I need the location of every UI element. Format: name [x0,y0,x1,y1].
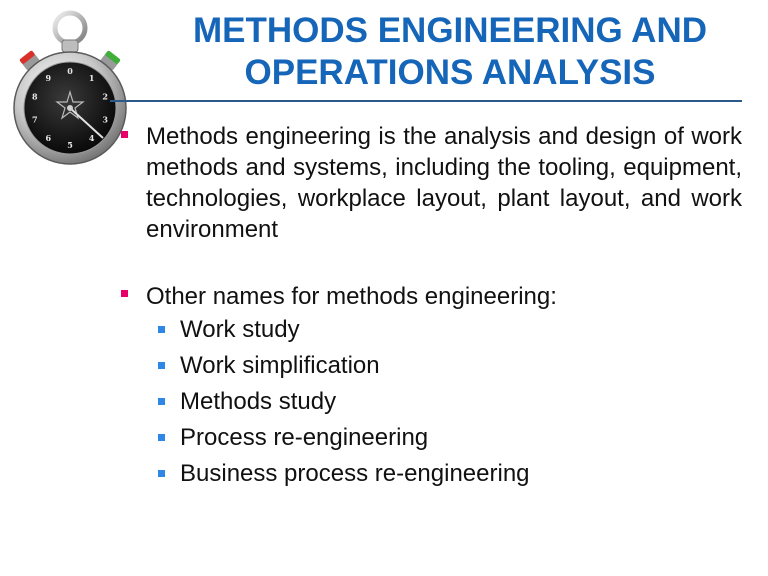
title-line-2: OPERATIONS ANALYSIS [244,53,656,92]
bullet-marker [121,131,128,138]
bullet-definition: Methods engineering is the analysis and design of work methods and systems, including the tooling, equipment, technologies, workplace layout, plant layout, and work environment [146,123,742,243]
slide-title [150,10,750,94]
stopwatch-icon [4,6,134,168]
bullet-marker [121,290,128,297]
sub-item-methods-study: Methods study [180,388,337,415]
dial-number: 4 [88,132,95,143]
dial-number: 2 [102,91,108,102]
title-divider [110,100,742,102]
dial-number: 3 [102,114,108,125]
sub-bullet-marker [158,326,165,333]
bullet-other-names: Other names for methods engineering: [146,283,557,310]
dial-number: 9 [45,73,52,84]
sub-bullet-marker [158,398,165,405]
sub-item-work-simplification: Work simplification [180,352,380,379]
sub-bullet-marker [158,362,165,369]
title-line-1: METHODS ENGINEERING AND [192,11,707,50]
sub-bullet-marker [158,470,165,477]
dial-number: 0 [67,66,73,76]
dial-number: 5 [67,140,73,150]
dial-number: 7 [32,114,38,125]
sub-bullet-marker [158,434,165,441]
sub-item-process-reengineering: Process re-engineering [180,424,429,451]
sub-item-work-study: Work study [180,316,300,343]
dial-number: 1 [88,73,95,84]
sub-item-business-process-reengineering: Business process re-engineering [180,460,530,487]
dial-number: 6 [45,132,52,143]
dial-number: 8 [32,91,38,102]
